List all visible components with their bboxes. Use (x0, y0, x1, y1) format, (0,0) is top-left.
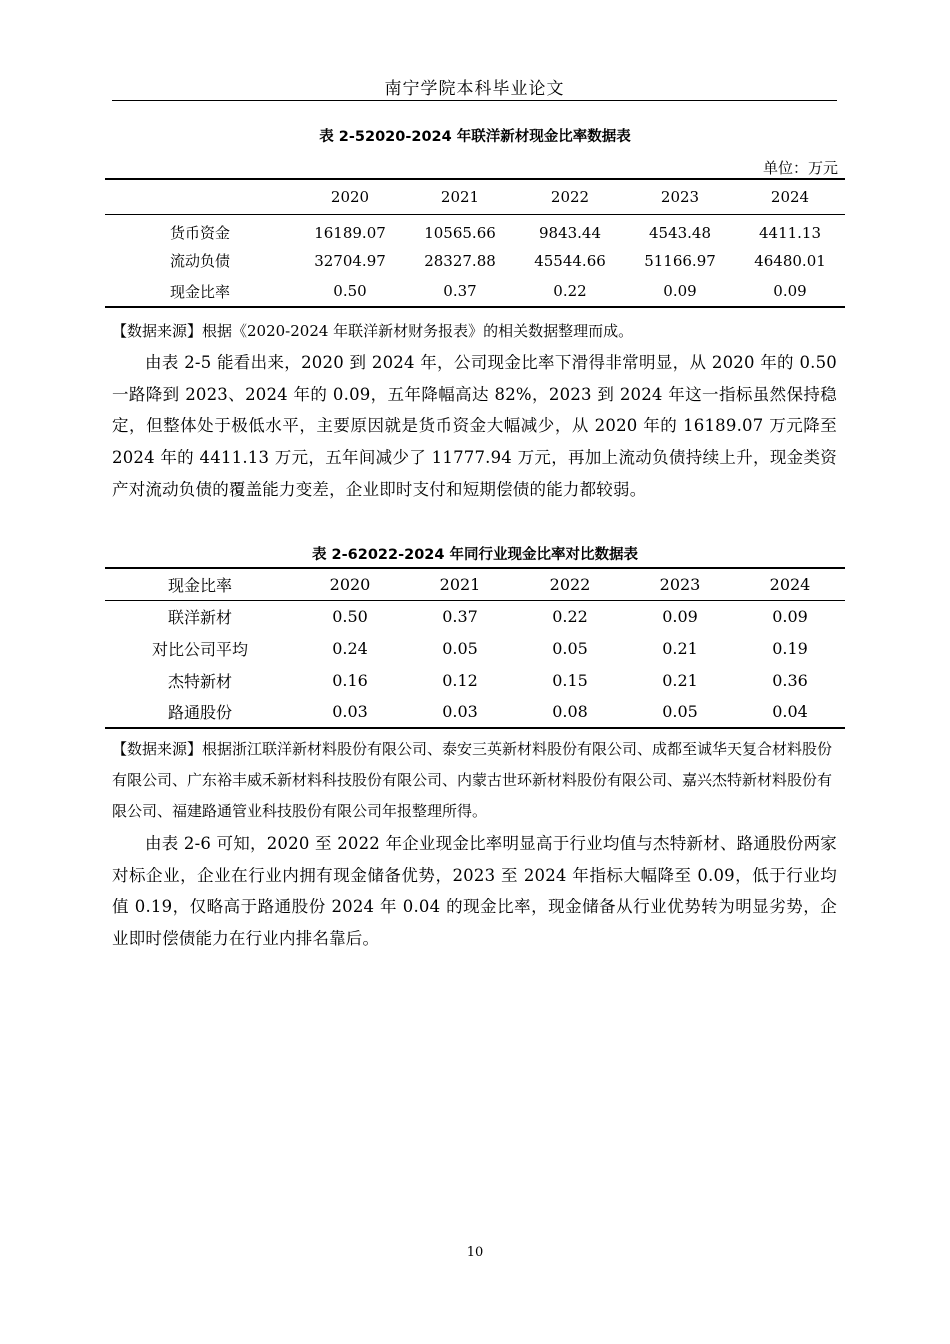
table-cell: 0.08 (552, 702, 588, 721)
table-row (105, 664, 845, 696)
row-label: 路通股份 (167, 703, 232, 722)
table-cell: 0.04 (772, 702, 808, 721)
table-cell: 0.05 (662, 702, 698, 721)
table2-caption: 表 2-62022-2024 年同行业现金比率对比数据表 (311, 547, 639, 563)
table1-source-note: 【数据来源】根据《2020-2024 年联洋新材财务报表》的相关数据整理而成。 (112, 322, 634, 340)
row-label: 现金比率 (169, 282, 230, 301)
table-cell: 4411.13 (758, 223, 822, 242)
table-cell: 0.50 (332, 606, 368, 626)
body-paragraph-1: 由表 2-5 能看出来，2020 到 2024 年，公司现金比率下滑得非常明显，从 2020 年的 0.50 一路降到 2023、2024 年的 0.09，五年降幅高达 82%，2023 到 2024 年这一指标虽然保持稳定，但整体处于极低水平，主要原因就是货币资金大幅减少，从 2020 年的 16189.07 万元降至 2024 年的 4411.13 万元，五年间减少了 11777.94 万元，再加上流动负债持续上升，现金类资产对流动负债的覆盖能力变差，企业即时支付和短期偿债的能力都较弱。 (112, 353, 837, 499)
table2-source-note: 【数据来源】根据浙江联洋新材料股份有限公司、泰安三英新材料股份有限公司、成都至诚华天复合材料股份有限公司、广东裕丰威禾新材料科技股份有限公司、内蒙古世环新材料股份有限公司、嘉兴杰特新材料股份有限公司、福建路通管业科技股份有限公司年报整理所得。 (112, 740, 833, 820)
table-cell: 0.24 (332, 638, 368, 658)
table-cell: 0.37 (442, 606, 478, 626)
table1-corner-cell (105, 179, 295, 214)
table1-year-header: 2020 (330, 187, 370, 206)
table2-year-header: 2022 (549, 574, 591, 594)
table-row (105, 600, 845, 632)
header-rule (112, 100, 837, 101)
table-cell: 16189.07 (314, 223, 386, 242)
table1-year-header: 2021 (440, 187, 480, 206)
table-cell: 0.09 (662, 606, 698, 626)
table-cell: 0.50 (333, 282, 367, 300)
table1-caption: 表 2-52020-2024 年联洋新材现金比率数据表 (319, 129, 631, 145)
row-label: 流动负债 (169, 252, 230, 270)
table1-year-header: 2024 (770, 187, 810, 206)
table-cell: 0.09 (772, 606, 808, 626)
table-row (105, 245, 845, 276)
table-cell: 9843.44 (538, 223, 602, 242)
table-cell: 28327.88 (424, 251, 496, 270)
table-cell: 4543.48 (648, 223, 712, 242)
table-cell: 0.12 (442, 670, 478, 690)
table-cell: 46480.01 (754, 251, 826, 270)
table-cell: 32704.97 (314, 251, 386, 270)
table-cell: 0.19 (772, 638, 808, 658)
table-cell: 51166.97 (644, 251, 716, 270)
table-cell: 0.22 (552, 606, 588, 626)
row-label: 对比公司平均 (151, 639, 248, 659)
table-row (105, 214, 845, 245)
table1-year-header: 2022 (550, 187, 590, 206)
table-cell: 0.05 (552, 638, 588, 658)
table-cell: 0.21 (662, 638, 698, 658)
table2-year-header: 2023 (659, 574, 701, 594)
table-cell: 0.15 (552, 670, 588, 690)
table-cell: 45544.66 (534, 251, 606, 270)
table-cell: 0.03 (442, 702, 478, 721)
table-cell: 0.16 (332, 670, 368, 690)
body-paragraph-2: 由表 2-6 可知，2020 至 2022 年企业现金比率明显高于行业均值与杰特新材、路通股份两家对标企业，企业在行业内拥有现金储备优势，2023 至 2024 年指标大幅降至 0.09，低于行业均值 0.19，仅略高于路通股份 2024 年 0.04 的现金比率，现金储备从行业优势转为明显劣势，企业即时偿债能力在行业内排名靠后。 (112, 834, 837, 949)
table1-unit: 单位：万元 (762, 159, 838, 177)
page-number: 10 (466, 1245, 484, 1260)
table-row (105, 276, 845, 307)
row-label: 杰特新材 (167, 671, 232, 691)
table2-year-header: 2024 (769, 574, 811, 594)
table-row (105, 632, 845, 664)
table-cell: 0.37 (443, 282, 477, 300)
table2-year-header: 2020 (329, 574, 371, 594)
row-label: 货币资金 (169, 224, 230, 243)
table-cell: 10565.66 (424, 223, 496, 242)
table-cell: 0.05 (442, 638, 478, 658)
row-label: 联洋新材 (167, 607, 232, 627)
table1 (105, 178, 845, 308)
table-cell: 0.09 (663, 282, 697, 300)
table-cell: 0.09 (773, 282, 807, 300)
table2-header-row (105, 568, 845, 600)
table-cell: 0.21 (662, 670, 698, 690)
table-cell: 0.22 (553, 282, 587, 300)
table2 (105, 567, 845, 729)
table-row (105, 696, 845, 728)
table2-header-label: 现金比率 (167, 575, 232, 595)
table2-year-header: 2021 (439, 574, 481, 594)
table1-header-row (105, 179, 845, 214)
table-cell: 0.03 (332, 702, 368, 721)
table-cell: 0.36 (772, 670, 808, 690)
table1-year-header: 2023 (660, 187, 700, 206)
page-header: 南宁学院本科毕业论文 (384, 79, 565, 99)
